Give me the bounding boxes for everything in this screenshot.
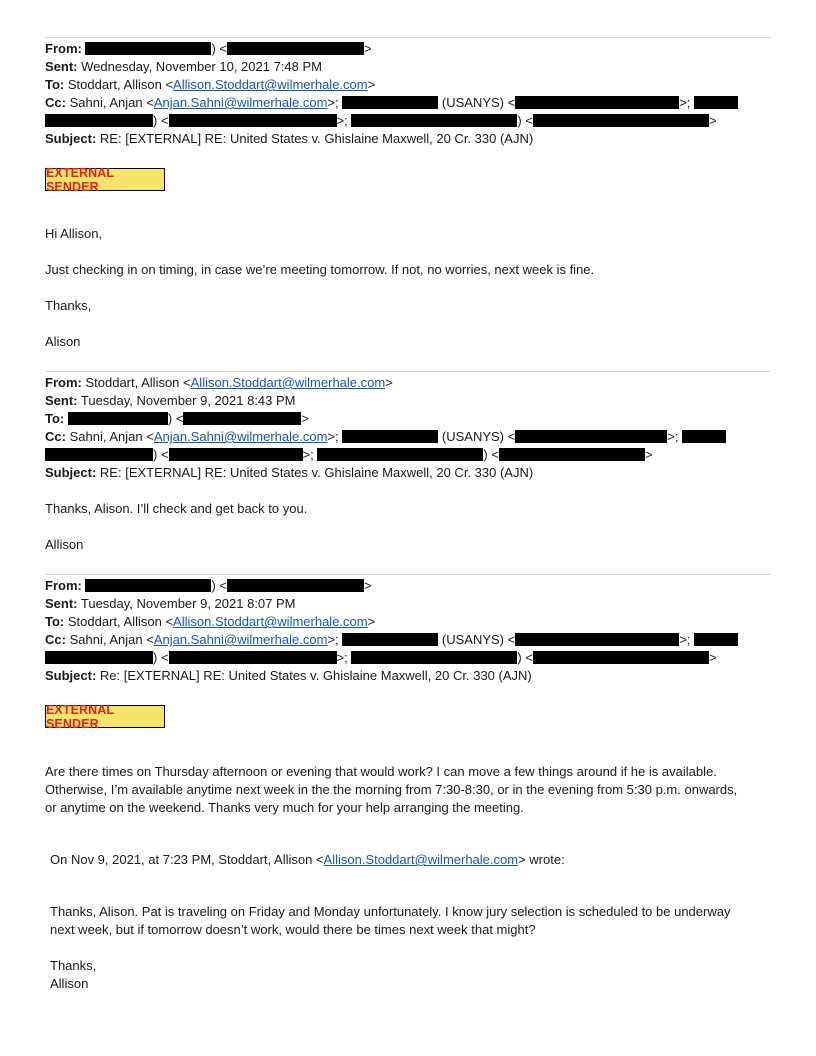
cc-email-link[interactable]: Anjan.Sahni@wilmerhale.com: [153, 632, 328, 647]
punct: ) <: [211, 41, 228, 56]
redaction-box: [533, 114, 709, 127]
cc-name: Sahni, Anjan: [69, 95, 143, 110]
sent-label: Sent:: [45, 393, 78, 408]
punct: >: [367, 77, 376, 92]
body-line: Hi Allison,: [45, 226, 103, 241]
punct: >;: [302, 447, 314, 462]
cc-org: (USANYS): [441, 429, 505, 444]
redaction-box: [169, 114, 337, 127]
punct: >: [301, 411, 310, 426]
body-line: Are there times on Thursday afternoon or evening that would work? I can move a few things around if he is available.: [45, 764, 717, 779]
cc-email-link[interactable]: Anjan.Sahni@wilmerhale.com: [153, 429, 328, 444]
cc-line-continued: [45, 112, 717, 130]
header-divider: [45, 37, 771, 38]
from-line: [45, 577, 372, 595]
body-line: Thanks, Alison. I’ll check and get back to you.: [45, 501, 308, 516]
sent-label: Sent:: [45, 596, 78, 611]
quoted-signature: Allison: [50, 976, 89, 991]
external-sender-label: EXTERNAL SENDER: [46, 165, 114, 194]
punct: >;: [667, 429, 679, 444]
sent-line: [45, 58, 322, 76]
punct: ) <: [517, 650, 533, 665]
punct: ) <: [167, 411, 184, 426]
redaction-box: [694, 633, 738, 646]
redaction-box: [351, 114, 517, 127]
punct: >: [364, 578, 372, 593]
punct: ) <: [153, 113, 169, 128]
punct: <: [142, 95, 154, 110]
quote-header-text: > wrote:: [518, 852, 565, 867]
sent-value: Tuesday, November 9, 2021 8:07 PM: [80, 596, 296, 611]
punct: <: [507, 632, 516, 647]
punct: >: [708, 650, 717, 665]
quoted-body-line: next week, but if tomorrow doesn’t work, would there be times next week that might?: [50, 922, 536, 937]
to-label: To:: [45, 614, 65, 629]
from-label: From:: [45, 375, 82, 390]
redaction-box: [342, 430, 438, 443]
cc-line: [45, 428, 726, 446]
punct: >;: [336, 113, 348, 128]
punct: <: [507, 429, 516, 444]
subject-label: Subject:: [45, 131, 97, 146]
cc-line-continued: [45, 649, 717, 667]
from-label: From:: [45, 41, 82, 56]
redaction-box: [342, 96, 438, 109]
punct: >: [644, 447, 653, 462]
cc-line: [45, 94, 738, 112]
signature: Alison: [45, 334, 81, 349]
punct: >;: [679, 632, 691, 647]
body-line: or anytime on the weekend. Thanks very much for your help arranging the meeting.: [45, 800, 524, 815]
from-line: [45, 374, 393, 392]
body-line: Otherwise, I’m available anytime next week in the the morning from 7:30-8:30, or in the evening from 5:30 p.m. onwards,: [45, 782, 738, 797]
punct: <: [142, 632, 154, 647]
cc-email-link[interactable]: Anjan.Sahni@wilmerhale.com: [153, 95, 328, 110]
external-sender-badge: [45, 702, 165, 731]
quoted-body-line: Thanks,: [50, 958, 97, 973]
punct: >;: [327, 429, 339, 444]
signature: Allison: [45, 537, 84, 552]
subject-line: [45, 667, 532, 685]
redaction-box: [515, 430, 667, 443]
punct: >;: [336, 650, 348, 665]
punct: >: [385, 375, 393, 390]
punct: >: [364, 41, 372, 56]
punct: <: [161, 77, 174, 92]
cc-org: (USANYS): [441, 95, 505, 110]
header-divider: [45, 574, 771, 575]
punct: ) <: [517, 113, 533, 128]
redaction-box: [515, 96, 679, 109]
punct: <: [161, 614, 174, 629]
sent-value: Tuesday, November 9, 2021 8:43 PM: [80, 393, 296, 408]
to-label: To:: [45, 411, 65, 426]
redaction-box: [169, 651, 337, 664]
to-email-link[interactable]: Allison.Stoddart@wilmerhale.com: [173, 77, 368, 92]
punct: >;: [679, 95, 691, 110]
cc-label: Cc:: [45, 429, 66, 444]
from-email-link[interactable]: Allison.Stoddart@wilmerhale.com: [190, 375, 386, 390]
subject-value: Re: [EXTERNAL] RE: United States v. Ghislaine Maxwell, 20 Cr. 330 (AJN): [99, 668, 532, 683]
redaction-box: [694, 96, 738, 109]
subject-line: [45, 130, 533, 148]
punct: ) <: [211, 578, 228, 593]
from-line: [45, 40, 372, 58]
redaction-box: [68, 412, 168, 425]
punct: >: [367, 614, 376, 629]
redaction-box: [533, 651, 709, 664]
punct: >;: [327, 632, 339, 647]
subject-label: Subject:: [45, 465, 97, 480]
header-divider: [45, 371, 771, 372]
punct: ) <: [483, 447, 499, 462]
subject-label: Subject:: [45, 668, 97, 683]
to-line: [45, 613, 375, 631]
cc-line-continued: [45, 446, 653, 464]
quote-header: [50, 851, 565, 869]
cc-org: (USANYS): [441, 632, 505, 647]
subject-value: RE: [EXTERNAL] RE: United States v. Ghislaine Maxwell, 20 Cr. 330 (AJN): [99, 465, 534, 480]
punct: <: [507, 95, 516, 110]
to-line: [45, 76, 375, 94]
to-label: To:: [45, 77, 65, 92]
redaction-box: [515, 633, 679, 646]
punct: >: [708, 113, 717, 128]
redaction-box: [342, 633, 438, 646]
to-email-link[interactable]: Allison.Stoddart@wilmerhale.com: [173, 614, 368, 629]
sent-value: Wednesday, November 10, 2021 7:48 PM: [81, 59, 323, 74]
subject-value: RE: [EXTERNAL] RE: United States v. Ghislaine Maxwell, 20 Cr. 330 (AJN): [99, 131, 534, 146]
to-name: Stoddart, Allison: [67, 614, 162, 629]
redaction-box: [499, 448, 645, 461]
cc-name: Sahni, Anjan: [69, 632, 143, 647]
redaction-box: [227, 579, 364, 592]
cc-name: Sahni, Anjan: [69, 429, 143, 444]
from-label: From:: [45, 578, 82, 593]
quote-email-link[interactable]: Allison.Stoddart@wilmerhale.com: [323, 852, 519, 867]
sent-line: [45, 392, 296, 410]
redaction-box: [227, 42, 364, 55]
external-sender-badge: [45, 165, 165, 194]
punct: ) <: [153, 650, 169, 665]
punct: <: [179, 375, 191, 390]
cc-label: Cc:: [45, 632, 66, 647]
to-line: [45, 410, 309, 428]
redaction-box: [317, 448, 483, 461]
to-name: Stoddart, Allison: [67, 77, 162, 92]
redaction-box: [45, 114, 153, 127]
punct: ) <: [153, 447, 169, 462]
redaction-box: [682, 430, 726, 443]
sent-label: Sent:: [45, 59, 78, 74]
from-name: Stoddart, Allison: [85, 375, 180, 390]
redaction-box: [45, 448, 153, 461]
redaction-box: [183, 412, 301, 425]
punct: >;: [327, 95, 339, 110]
external-sender-label: EXTERNAL SENDER: [46, 702, 114, 731]
quoted-body-line: Thanks, Alison. Pat is traveling on Friday and Monday unfortunately. I know jury selection is scheduled to be underway: [50, 904, 731, 919]
punct: <: [142, 429, 154, 444]
body-line: Thanks,: [45, 298, 92, 313]
subject-line: [45, 464, 533, 482]
redaction-box: [351, 651, 517, 664]
body-line: Just checking in on timing, in case we’re meeting tomorrow. If not, no worries, next week is fine.: [45, 262, 595, 277]
cc-label: Cc:: [45, 95, 66, 110]
redaction-box: [45, 651, 153, 664]
redaction-box: [85, 579, 211, 592]
quote-header-text: On Nov 9, 2021, at 7:23 PM, Stoddart, Allison <: [50, 852, 324, 867]
cc-line: [45, 631, 738, 649]
sent-line: [45, 595, 296, 613]
redaction-box: [85, 42, 211, 55]
redaction-box: [169, 448, 303, 461]
